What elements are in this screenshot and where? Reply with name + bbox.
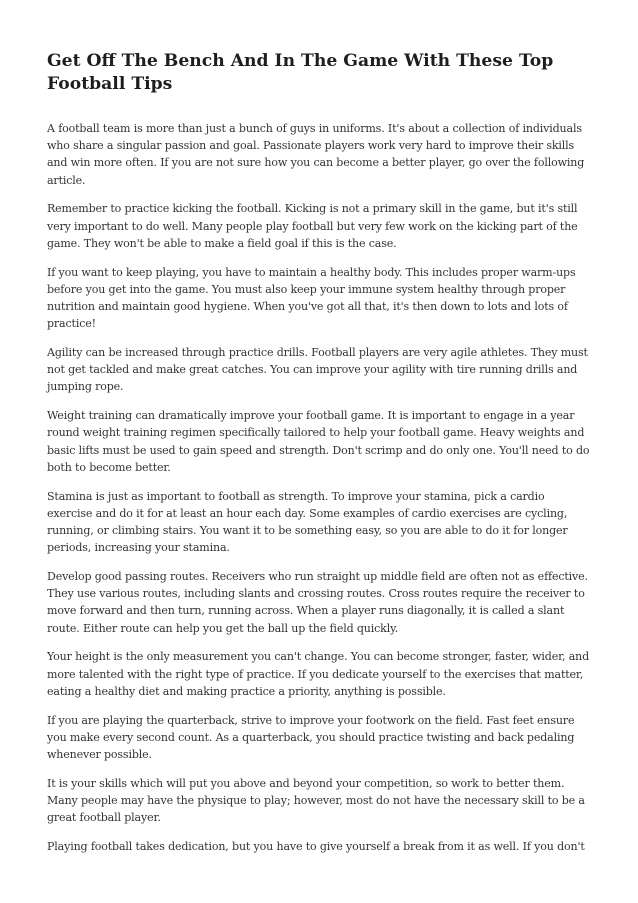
document-page <box>47 50 593 867</box>
paragraph-9: If you are playing the quarterback, strive to improve your footwork on the field. Fast feet ensure you make every second count. As a quarterback, you should practice twisting and back pedaling whenever possible. <box>47 713 575 762</box>
paragraph-10: It is your skills which will put you above and beyond your competition, so work to better them. Many people may have the physique to play; however, most do not have the necessary skill to be a great football player. <box>47 776 585 825</box>
paragraph-11: Playing football takes dedication, but you have to give yourself a break from it as well. If you don't <box>47 840 585 854</box>
paragraph-7: Develop good passing routes. Receivers who run straight up middle field are often not as effective. They use various routes, including slants and crossing routes. Cross routes require the receiver to move forward and then turn, running across. When a player runs diagonally, it is called a slant route. Either route can help you get the ball up the field quickly. <box>47 570 588 635</box>
paragraph-6: Stamina is just as important to football as strength. To improve your stamina, pick a cardio exercise and do it for at least an hour each day. Some examples of cardio exercises are cycling, running, or climbing stairs. You want it to be something easy, so you are able to do it for longer periods, increasing your stamina. <box>47 489 568 555</box>
paragraph-5: Weight training can dramatically improve your football game. It is important to engage in a year round weight training regimen specifically tailored to help your football game. Heavy weights and basic lifts must be used to gain speed and strength. Don't scrimp and do only one. You'll need to do both to become better. <box>47 409 590 474</box>
paragraph-1: A football team is more than just a bunch of guys in uniforms. It's about a collection of individuals who share a singular passion and goal. Passionate players work very hard to improve their skills and win more often. If you are not sure how you can become a better player, go over the following article. <box>47 122 585 187</box>
paragraph-2: Remember to practice kicking the football. Kicking is not a primary skill in the game, but it's still very important to do well. Many people play football but very few work on the kicking part of the game. They won't be able to make a field goal if this is the case. <box>47 202 578 250</box>
paragraph-8: Your height is the only measurement you can't change. You can become stronger, faster, wider, and more talented with the right type of practice. If you dedicate yourself to the exercises that matter, eating a healthy diet and making practice a priority, anything is possible. <box>47 650 590 698</box>
paragraph-3: If you want to keep playing, you have to maintain a healthy body. This includes proper warm-ups before you get into the game. You must also keep your immune system healthy through proper nutrition and maintain good hygiene. When you've got all that, it's then down to lots and lots of practice! <box>47 265 576 331</box>
document-title: Get Off The Bench And In The Game With These Top Football Tips <box>47 51 554 94</box>
paragraph-4: Agility can be increased through practice drills. Football players are very agile athletes. They must not get tackled and make great catches. You can improve your agility with tire running drills and jumping rope. <box>47 346 588 394</box>
